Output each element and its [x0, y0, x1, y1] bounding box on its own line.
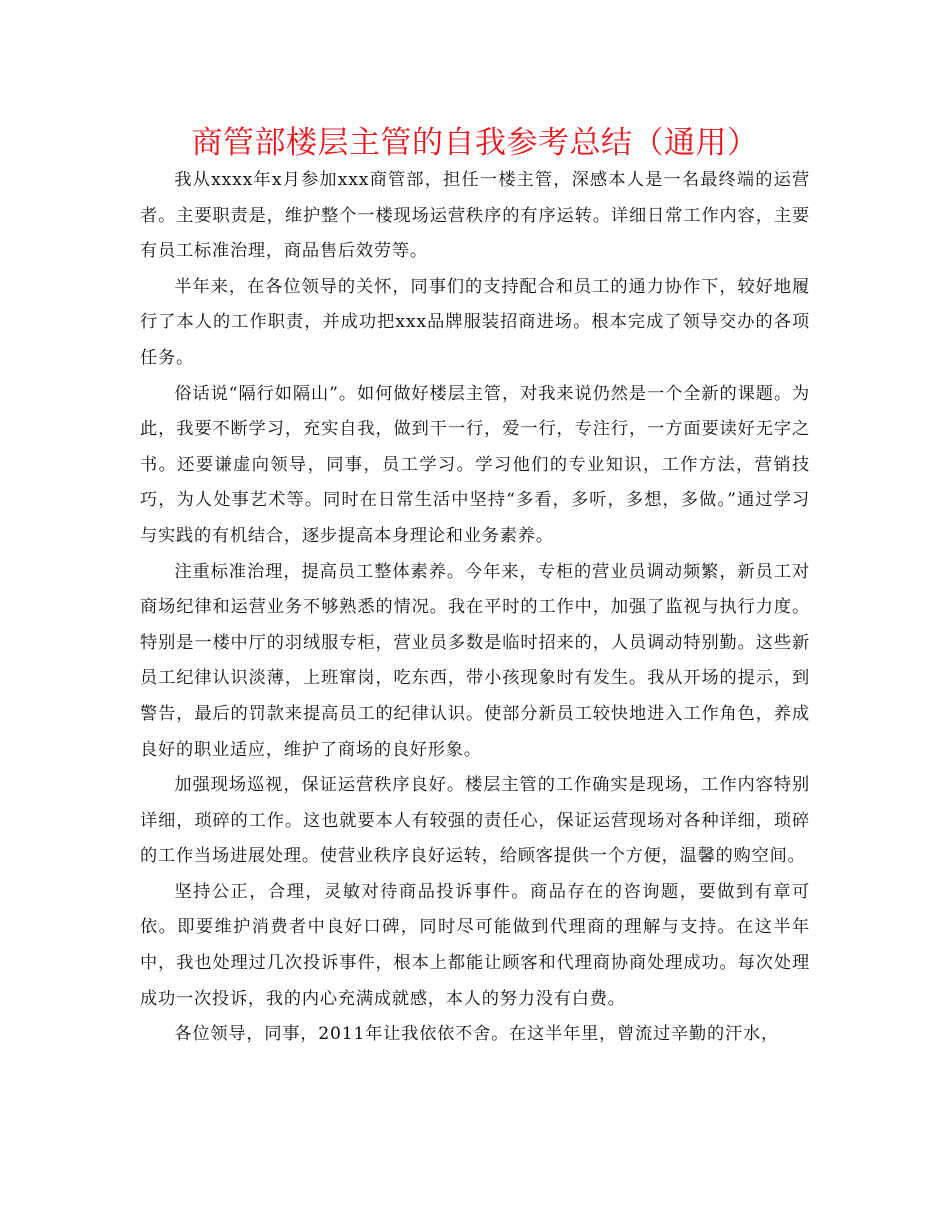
paragraph: 坚持公正，合理，灵敏对待商品投诉事件。商品存在的咨询题，要做到有章可依。即要维护消费者中良好口碑，同时尽可能做到代理商的理解与支持。在这半年中，我也处理过几次投诉事件，根本上都能让顾客和代理商协商处理成功。每次处理成功一次投诉，我的内心充满成就感，本人的努力没有白费。 — [140, 881, 810, 1009]
paragraph: 我从xxxx年x月参加xxx商管部，担任一楼主管，深感本人是一名最终端的运营者。主要职责是，维护整个一楼现场运营秩序的有序运转。详细日常工作内容，主要有员工标准治理，商品售后效劳等。 — [140, 170, 810, 262]
paragraph: 半年来，在各位领导的关怀，同事们的支持配合和员工的通力协作下，较好地履行了本人的工作职责，并成功把xxx品牌服装招商进场。根本完成了领导交办的各项任务。 — [140, 276, 810, 368]
paragraph: 加强现场巡视，保证运营秩序良好。楼层主管的工作确实是现场，工作内容特别详细，琐碎的工作。这也就要本人有较强的责任心，保证运营现场对各种详细，琐碎的工作当场进展处理。使营业秩序良好运转，给顾客提供一个方便，温馨的购空间。 — [140, 775, 810, 867]
paragraph: 俗话说“隔行如隔山”。如何做好楼层主管，对我来说仍然是一个全新的课题。为此，我要不断学习，充实自我，做到干一行，爱一行，专注行，一方面要读好无字之书。还要谦虚向领导，同事，员工学习。学习他们的专业知识，工作方法，营销技巧，为人处事艺术等。同时在日常生活中坚持“多看，多听，多想，多做。”通过学习与实践的有机结合，逐步提高本身理论和业务素养。 — [140, 383, 810, 546]
paragraph: 各位领导，同事，2011年让我依依不舍。在这半年里，曾流过辛勤的汗水， — [174, 1024, 779, 1045]
document-title: 商管部楼层主管的自我参考总结（通用） — [191, 125, 759, 161]
paragraph: 注重标准治理，提高员工整体素养。今年来，专柜的营业员调动频繁，新员工对商场纪律和运营业务不够熟悉的情况。我在平时的工作中，加强了监视与执行力度。特别是一楼中厅的羽绒服专柜，营业员多数是临时招来的，人员调动特别勤。这些新员工纪律认识淡薄，上班窜岗，吃东西，带小孩现象时有发生。我从开场的提示，到警告，最后的罚款来提高员工的纪律认识。使部分新员工较快地进入工作角色，养成良好的职业适应，维护了商场的良好形象。 — [140, 561, 810, 760]
document-body — [140, 163, 810, 1053]
